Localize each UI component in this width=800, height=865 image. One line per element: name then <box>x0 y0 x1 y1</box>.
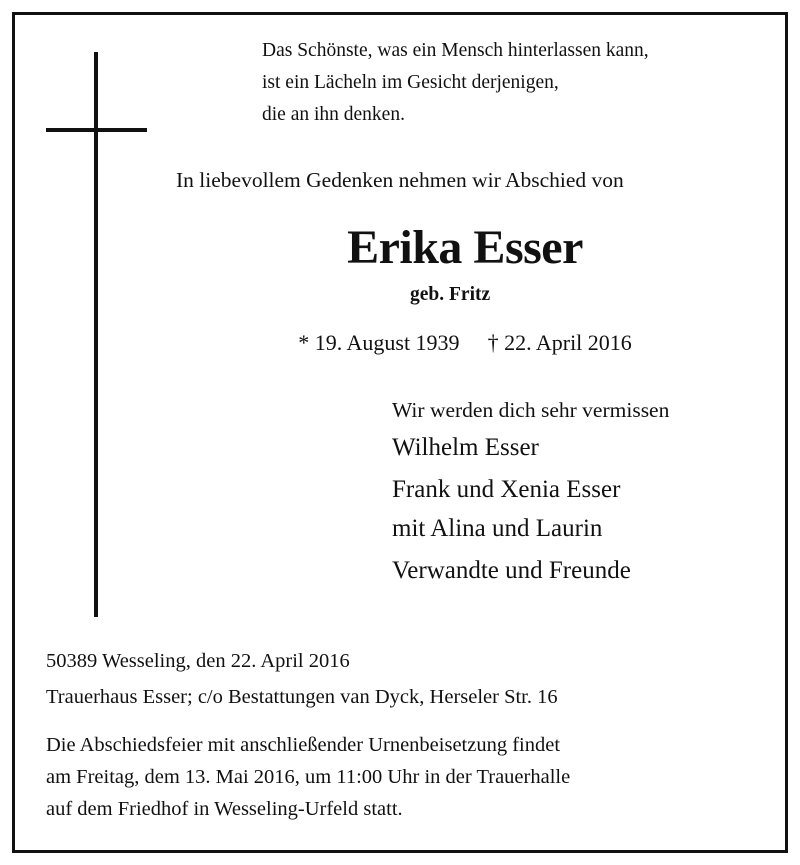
life-dates <box>0 330 800 356</box>
mourner-name: mit Alina und Laurin <box>392 515 603 542</box>
deceased-name: Erika Esser <box>347 221 583 274</box>
obituary-frame <box>12 12 788 853</box>
death-date: † 22. April 2016 <box>487 330 632 355</box>
mourner-name: Wilhelm Esser <box>392 434 539 461</box>
cross-icon-bar <box>46 128 147 132</box>
intro-text: In liebevollem Gedenken nehmen wir Abschied von <box>176 168 624 192</box>
mourner-name: Verwandte und Freunde <box>392 557 631 584</box>
poem-line: Das Schönste, was ein Mensch hinterlassen kann, <box>262 40 649 61</box>
funeral-home-address: Trauerhaus Esser; c/o Bestattungen van Dyck, Herseler Str. 16 <box>46 686 558 708</box>
ceremony-line: auf dem Friedhof in Wesseling-Urfeld statt. <box>46 798 403 820</box>
ceremony-line: am Freitag, dem 13. Mai 2016, um 11:00 Uhr in der Trauerhalle <box>46 766 571 788</box>
mourner-name: Frank und Xenia Esser <box>392 476 621 503</box>
ceremony-line: Die Abschiedsfeier mit anschließender Urnenbeisetzung findet <box>46 734 561 756</box>
place-date: 50389 Wesseling, den 22. April 2016 <box>46 650 350 672</box>
poem-line: ist ein Lächeln im Gesicht derjenigen, <box>262 72 559 93</box>
mourners-heading: Wir werden dich sehr vermissen <box>392 398 670 422</box>
poem-line: die an ihn denken. <box>262 104 405 125</box>
birth-name: geb. Fritz <box>410 284 491 305</box>
birth-date: * 19. August 1939 <box>298 330 460 355</box>
